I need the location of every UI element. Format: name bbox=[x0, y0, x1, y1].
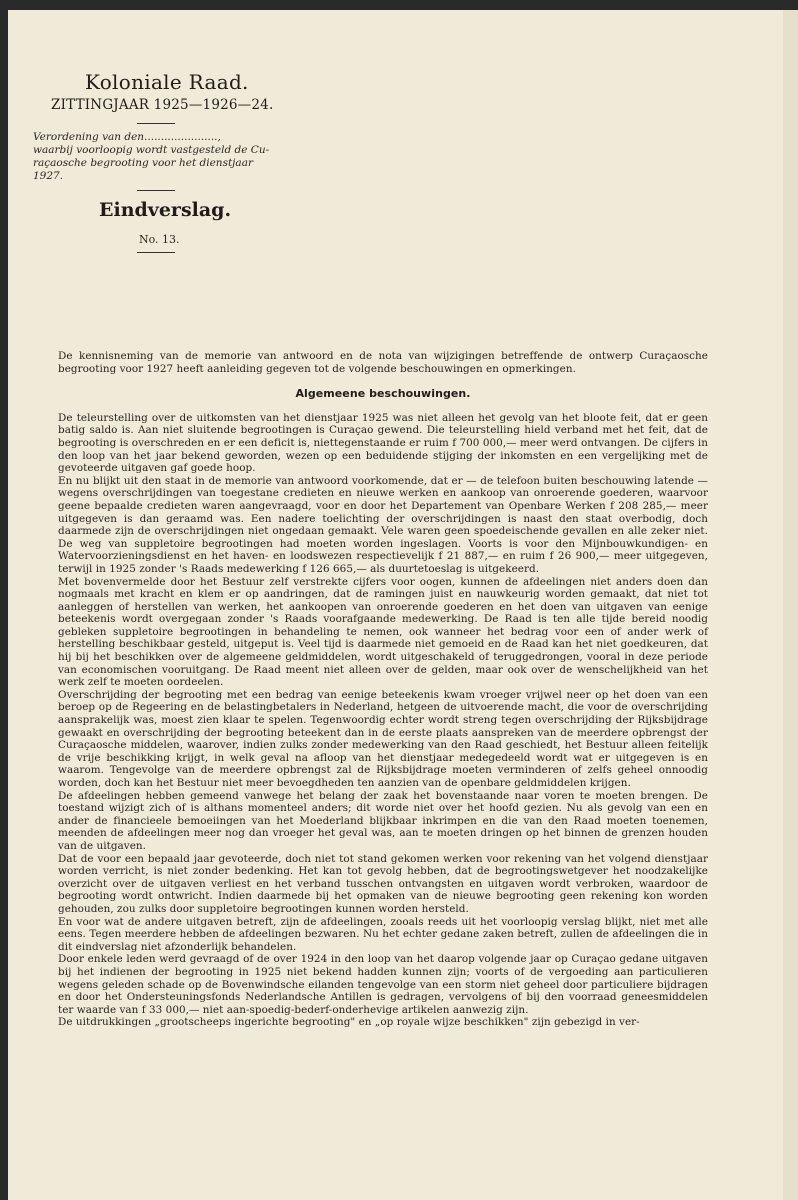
report-title: Eindverslag. bbox=[99, 199, 232, 221]
document-header bbox=[33, 70, 293, 253]
ordinance-line: waarbij voorloopig wordt vastgesteld de Cu- bbox=[33, 144, 270, 156]
body-paragraph: De afdeelingen hebben gemeend vanwege het belang der zaak het bovenstaande naar voren te moeten brengen. De toestand wijzigt zich of is althans momenteel anders; dit worde niet over het hoofd gezien. Nu als gevolg van een en ander de financieele bemoeiingen van het Moederland blijkbaar inkrimpen en die van den Raad moeten toenemen, meenden de afdeelingen meer nog dan vroeger het geval was, aan te moeten dringen op het binnen de grenzen houden van de uitgaven. bbox=[58, 789, 708, 852]
divider bbox=[137, 190, 175, 191]
ordinance-line: raçaosche begrooting voor het dienstjaar bbox=[33, 157, 253, 169]
ordinance-line: 1927. bbox=[33, 170, 64, 182]
intro-paragraph: De kennisneming van de memorie van antwoord en de nota van wijzigingen betreffende de ontwerp Curaçaosche begrooting voor 1927 heeft aanleiding gegeven tot de volgende beschouwingen en opmerkingen. bbox=[58, 350, 708, 375]
divider bbox=[137, 123, 175, 124]
body-paragraph: En voor wat de andere uitgaven betreft, zijn de afdeelingen, zooals reeds uit het voorloopig verslag blijkt, niet met alle eens. Tegen meerdere hebben de afdeelingen bezwaren. Nu het echter gedane zaken betreft, zullen de afdeelingen die in dit eindverslag niet afzonderlijk behandelen. bbox=[58, 915, 708, 953]
session-year: ZITTINGJAAR 1925—1926—24. bbox=[51, 97, 274, 113]
divider bbox=[137, 252, 175, 253]
ordinance-line: Verordening van den......................, bbox=[33, 131, 221, 143]
document-number: No. 13. bbox=[139, 233, 180, 246]
body-paragraph: De teleurstelling over de uitkomsten van het dienstjaar 1925 was niet alleen het gevolg van het bloote feit, dat er geen batig saldo is. Aan niet sluitende begrootingen is Curaçao gewend. Die teleurstelling hield verband met het feit, dat de begrooting is overschreden en er een deficit is, niettegenstaande er ruim f 700 000,— meer werd ontvangen. De cijfers in den loop van het jaar bekend geworden, wezen op een beduidende stijging der inkomsten en een vergelijking met de gevoteerde uitgaven gaf goede hoop. bbox=[58, 411, 708, 475]
document-body bbox=[58, 350, 708, 1029]
body-paragraph: Dat de voor een bepaald jaar gevoteerde, doch niet tot stand gekomen werken voor rekening van het volgend dienstjaar worden verricht, is niet zonder bedenking. Het kan tot gevolg hebben, dat de begrootingswetgever het noodzakelijke overzicht over de uitgaven verliest en het verband tusschen ontvangsten en uitgaven wordt verbroken, waardoor de begrooting wordt ontwricht. Indien daarmede bij het opmaken van de nieuwe begrooting geen rekening kon worden gehouden, zou zulks door suppletoire begrootingen kunnen worden hersteld. bbox=[58, 852, 708, 915]
body-paragraph: Overschrijding der begrooting met een bedrag van eenige beteekenis kwam vroeger vrijwel neer op het doen van een beroep op de Regeering en de belastingbetalers in Nederland, hetgeen de uitvoerende macht, die voor de overschrijding aansprakelijk was, moest zien klaar te spelen. Tegenwoordig echter wordt streng tegen overschrijding der Rijksbijdrage gewaakt en overschrijding der begrooting beteekent dan in de eerste plaats aanspreken van de meerdere opbrengst der Curaçaosche middelen, waarover, indien zulks zonder medewerking van den Raad geschiedt, het Bestuur alleen feitelijk de vrije beschikking krijgt, in welk geval na afloop van het dienstjaar medegedeeld wordt wat er uitgegeven is en waarom. Tengevolge van de meerdere opbrengst zal de Rijksbijdrage moeten verminderen of zelfs geheel onnoodig worden, doch kan het Bestuur niet meer bevoegdheden ten aanzien van de openbare geldmiddelen krijgen. bbox=[58, 688, 708, 789]
ordinance-description bbox=[33, 131, 293, 183]
section-heading: Algemeene beschouwingen. bbox=[295, 387, 471, 401]
body-paragraph: En nu blijkt uit den staat in de memorie van antwoord voorkomende, dat er — de telefoon buiten beschouwing latende — wegens overschrijdingen van toegestane credieten en nieuwe werken en aankoop van onroerende goederen, waarvoor geene bepaalde credieten waren aangevraagd, voor en door het Departement van Openbare Werken f 208 285,— meer uitgegeven is dan geraamd was. Een nadere toelichting der overschrijdingen is naast den staat overbodig, doch daarmede zijn de overschrijdingen niet ongedaan gemaakt. Vele waren geen spoedeischende gevallen en alle zeker niet. De weg van suppletoire begrootingen had moeten worden ingeslagen. Voorts is voor den Mijnbouwkundigen- en Watervoorzieningsdienst en het haven- en loodswezen respectievelijk f 21 887,— en ruim f 26 900,— meer uitgegeven, terwijl in 1925 zonder 's Raads medewerking f 126 665,— als duurtetoeslag is uitgekeerd. bbox=[58, 474, 708, 575]
council-title: Koloniale Raad. bbox=[85, 70, 249, 94]
body-paragraph: Met bovenvermelde door het Bestuur zelf verstrekte cijfers voor oogen, kunnen de afdeelingen niet anders doen dan nogmaals met kracht en klem er op aandringen, dat de ramingen juist en nauwkeurig worden gemaakt, dat niet tot aanleggen of herstellen van werken, het aankoopen van onroerende goederen en het doen van uitgaven van eenige beteekenis wordt overgegaan zonder 's Raads voorafgaande medewerking. De Raad is ten alle tijde bereid noodig gebleken suppletoire begrootingen in behandeling te nemen, ook wanneer het bedrag voor een of ander werk of herstelling beschikbaar gesteld, uitgeput is. Veel tijd is daarmede niet gemoeid en de Raad kan het niet goedkeuren, dat hij bij het beschikken over de algemeene geldmiddelen, wordt uitgeschakeld of teruggedrongen, vooral in deze periode van economischen vooruitgang. De Raad meent niet alleen over de gelden, maar ook over de wenschelijkheid van het werk zelf te moeten oordeelen. bbox=[58, 575, 708, 689]
body-paragraph: Door enkele leden werd gevraagd of de over 1924 in den loop van het daarop volgende jaar op Curaçao gedane uitgaven bij het indienen der begrooting in 1925 niet bekend hadden kunnen zijn; voorts of de vergoeding aan particulieren wegens geleden schade op de Bovenwindsche eilanden tengevolge van een storm niet geheel door particuliere bijdragen en door het Ondersteuningsfonds Nederlandsche Antillen is gedragen, vervolgens of bij den voorraad geneesmiddelen ter waarde van f 33 000,— niet aan-spoedig-bederf-onderhevige artikelen aanwezig zijn. bbox=[58, 953, 708, 1016]
body-paragraph: De uitdrukkingen „grootscheeps ingerichte begrooting" en „op royale wijze beschikken" zijn gebezigd in ver- bbox=[58, 1016, 640, 1029]
page-edge bbox=[783, 10, 798, 1200]
